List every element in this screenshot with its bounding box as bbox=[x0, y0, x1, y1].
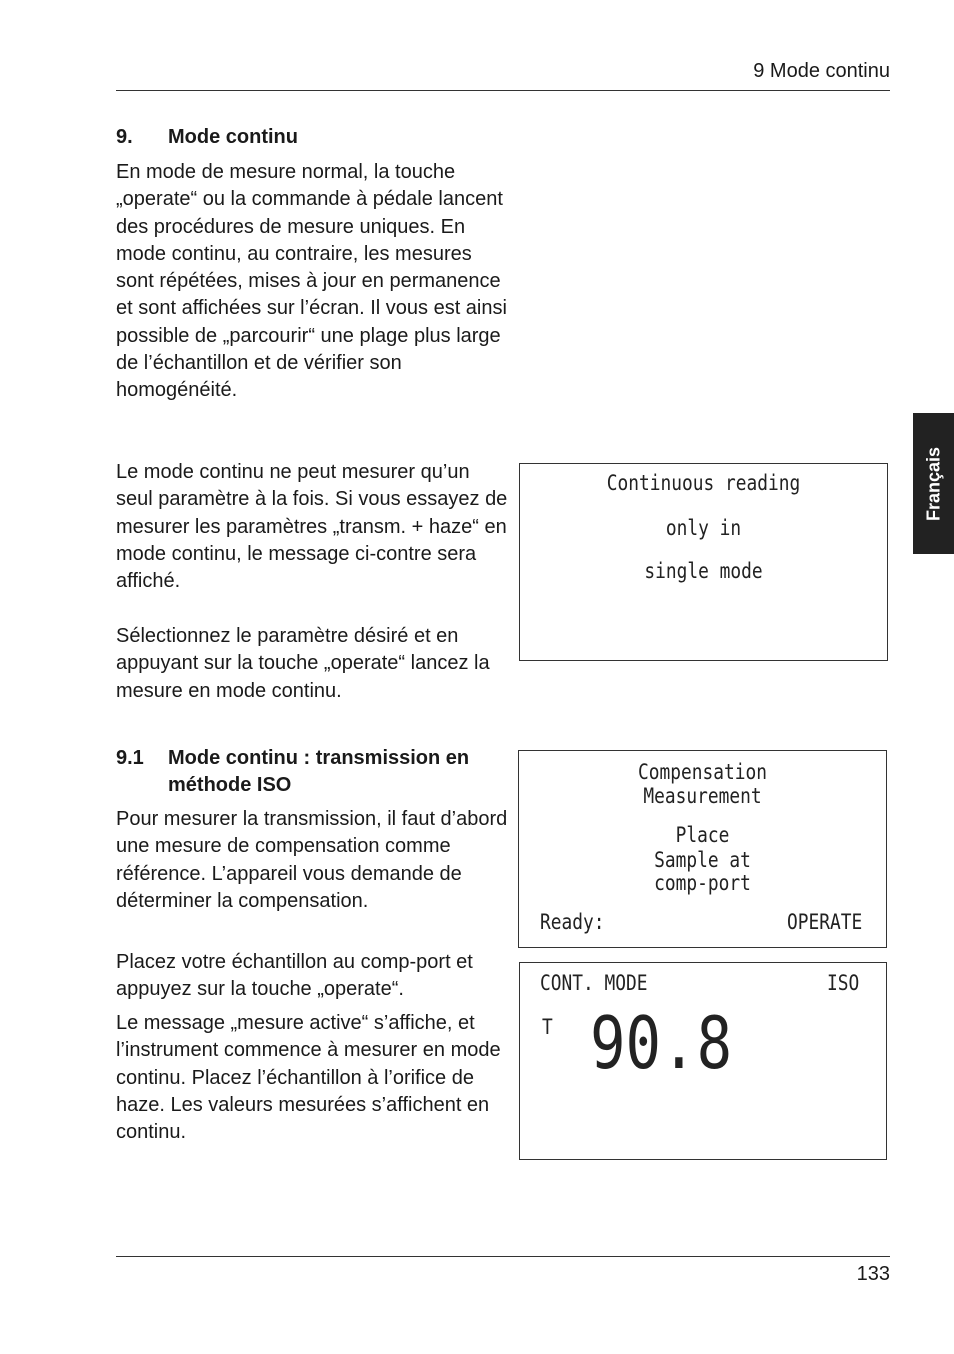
display-line: only in bbox=[665, 516, 742, 540]
language-tab-label: Français bbox=[923, 446, 943, 521]
section-number: 9.1 bbox=[116, 747, 144, 769]
display-line: comp-port bbox=[654, 871, 751, 895]
page-header bbox=[116, 58, 890, 91]
operate-label: OPERATE bbox=[787, 910, 863, 934]
section-9-1-heading bbox=[116, 745, 508, 799]
section-title: Mode continu : transmission en méthode ISO bbox=[168, 747, 470, 796]
language-tab bbox=[913, 413, 954, 554]
running-title: 9 Mode continu bbox=[753, 60, 890, 82]
display-line: single mode bbox=[644, 559, 763, 583]
mode-label: CONT. MODE bbox=[540, 971, 648, 995]
paragraph: Sélectionnez le paramètre désiré et en appuyant sur la touche „operate“ lancez la mesure en mode continu. bbox=[116, 625, 490, 702]
method-label: ISO bbox=[827, 971, 860, 995]
paragraph: Pour mesurer la transmission, il faut d’abord une mesure de compensation comme référence. L’appareil vous demande de déterminer la compensation. bbox=[116, 808, 508, 912]
display-line: Place bbox=[675, 823, 730, 847]
display-continuous-reading bbox=[519, 962, 887, 1160]
paragraph: Le message „mesure active“ s’affiche, et l’instrument commence à mesurer en mode continu. Placez l’échantillon à l’orifice de haze. Les valeurs mesurées s’affichent en continu. bbox=[116, 1012, 501, 1144]
paragraph: Placez votre échantillon au comp-port et appuyez sur la touche „operate“. bbox=[116, 951, 473, 1001]
display-compensation-prompt bbox=[518, 750, 887, 948]
ready-label: Ready: bbox=[540, 910, 605, 934]
section-title: Mode continu bbox=[168, 126, 298, 148]
display-single-mode-message bbox=[519, 463, 888, 661]
section-9-heading bbox=[116, 124, 508, 151]
section-number: 9. bbox=[116, 126, 133, 148]
display-line: Measurement bbox=[643, 784, 762, 808]
display-line: Sample at bbox=[654, 848, 751, 872]
page-footer bbox=[116, 1256, 890, 1285]
display-line: Compensation bbox=[638, 760, 767, 784]
display-line: Continuous reading bbox=[606, 471, 801, 495]
paragraph: Le mode continu ne peut mesurer qu’un seul paramètre à la fois. Si vous essayez de mesurer les paramètres „transm. + haze“ en mode continu, le message ci-contre sera affiché. bbox=[116, 461, 508, 593]
paragraph: En mode de mesure normal, la touche „operate“ ou la commande à pédale lancent des procédures de mesure uniques. En mode continu, au contraire, les mesures sont répétées, mises à jour en permanence et sont affichées sur l’écran. Il vous est ainsi possible de „parcourir“ une plage plus large de l’échantillon et de vérifier son homogénéité. bbox=[116, 161, 507, 402]
measured-value: 90.8 bbox=[590, 1001, 733, 1085]
page-number: 133 bbox=[856, 1263, 890, 1285]
parameter-label: T bbox=[542, 1015, 553, 1039]
